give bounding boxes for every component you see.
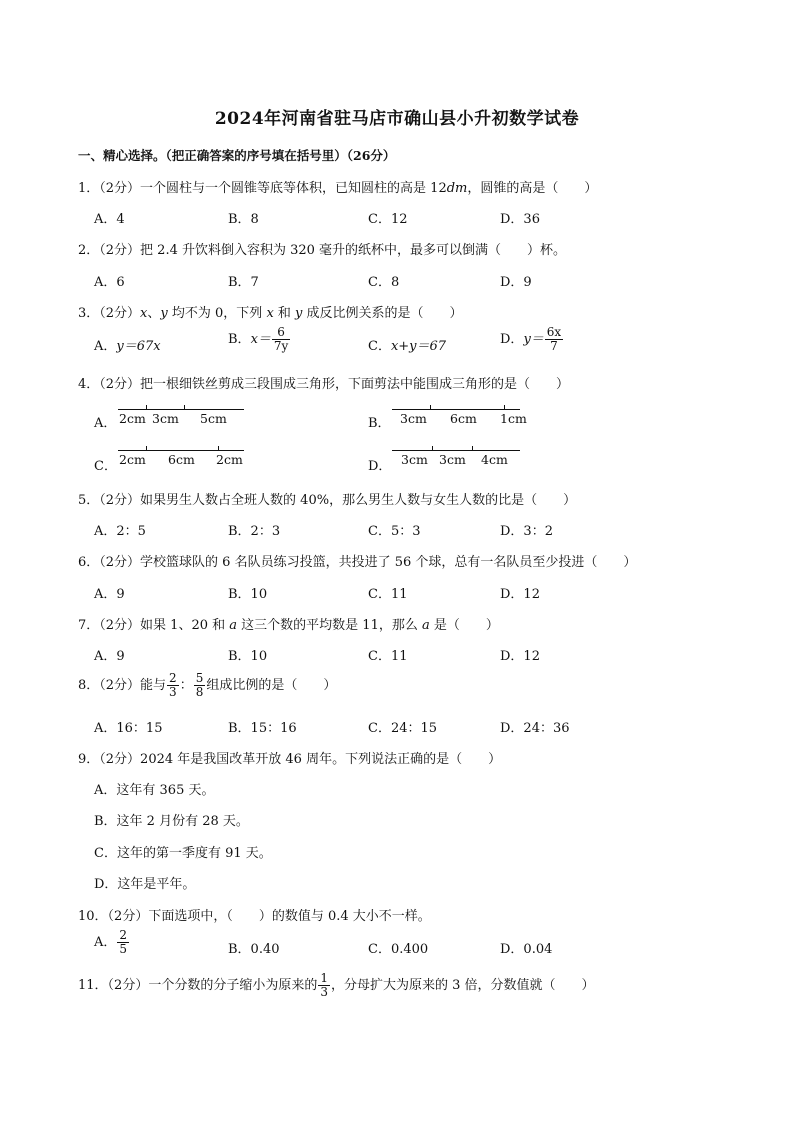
option-a: A．6 bbox=[94, 275, 125, 290]
option-expression: x+y＝67 bbox=[390, 339, 447, 354]
variable-a: a bbox=[421, 618, 430, 633]
option-d: D．0.04 bbox=[500, 942, 553, 957]
segment-label: 3cm bbox=[439, 452, 466, 467]
denominator: 8 bbox=[195, 685, 204, 699]
numerator: 5 bbox=[195, 671, 204, 685]
denominator: 5 bbox=[119, 942, 128, 956]
question-text: 11．（2分）一个分数的分子缩小为原来的 bbox=[78, 978, 318, 993]
numerator: 1 bbox=[320, 971, 328, 985]
segment-label: 3cm bbox=[400, 411, 427, 426]
option-b: B．0.40 bbox=[228, 942, 280, 957]
option-c: C．11 bbox=[368, 587, 408, 602]
option-a: A．2：5 bbox=[94, 524, 146, 539]
question-6: 6．（2分）学校篮球队的 6 名队员练习投篮，共投进了 56 个球，总有一名队员至少投进（ ） bbox=[78, 555, 637, 570]
question-text: 这三个数的平均数是 11，那么 bbox=[237, 618, 422, 633]
question-7 bbox=[78, 614, 499, 633]
numerator: 2 bbox=[119, 928, 128, 942]
segment-label: 1cm bbox=[500, 411, 527, 426]
option-expression: x＝ bbox=[250, 332, 271, 347]
option-label: C． bbox=[368, 339, 391, 354]
question-1 bbox=[78, 177, 597, 196]
unit: dm bbox=[446, 181, 468, 196]
question-text: 组成比例的是（ ） bbox=[206, 678, 337, 693]
question-text: 8．（2分）能与 bbox=[78, 678, 167, 693]
page-title: 2024年河南省驻马店市确山县小升初数学试卷 bbox=[214, 109, 580, 129]
option-d bbox=[500, 326, 564, 353]
option-c: C．12 bbox=[368, 212, 408, 227]
question-2: 2．（2分）把 2.4 升饮料倒入容积为 320 毫升的纸杯中，最多可以倒满（ ）杯。 bbox=[78, 243, 567, 258]
option-d: D．9 bbox=[500, 275, 532, 290]
segment-label: 5cm bbox=[200, 411, 227, 426]
option-c: C．24：15 bbox=[368, 721, 438, 736]
option-b: B．这年 2 月份有 28 天。 bbox=[94, 814, 249, 829]
denominator: 3 bbox=[169, 685, 177, 699]
option-label: A． bbox=[94, 339, 117, 354]
option-b bbox=[228, 326, 291, 353]
option-b: B．7 bbox=[228, 275, 259, 290]
option-d: D． bbox=[368, 459, 392, 474]
question-10: 10．（2分）下面选项中，（ ）的数值与 0.4 大小不一样。 bbox=[78, 909, 431, 924]
variable-y: y bbox=[160, 306, 168, 321]
option-c: C．11 bbox=[368, 649, 408, 664]
question-text: 均不为 0，下列 bbox=[167, 306, 267, 321]
denominator: 7y bbox=[273, 339, 289, 353]
variable-x: x bbox=[266, 306, 274, 321]
option-a bbox=[94, 335, 161, 354]
option-a: A．这年有 365 天。 bbox=[94, 783, 215, 798]
option-label: A． bbox=[94, 935, 117, 950]
fraction bbox=[318, 972, 330, 999]
question-text-tail: ，圆锥的高是（ ） bbox=[467, 181, 598, 196]
question-text: 3．（2分） bbox=[78, 306, 141, 321]
separator: 、 bbox=[147, 306, 161, 321]
question-text: 1．（2分）一个圆柱与一个圆锥等底等体积，已知圆柱的高是 12 bbox=[78, 181, 447, 196]
option-c: C．这年的第一季度有 91 天。 bbox=[94, 846, 272, 861]
option-c: C．8 bbox=[368, 275, 400, 290]
question-8 bbox=[78, 672, 336, 699]
fraction bbox=[167, 672, 179, 699]
option-d: D．这年是平年。 bbox=[94, 877, 196, 892]
option-a: A．16：15 bbox=[94, 721, 163, 736]
variable-x: x bbox=[140, 306, 148, 321]
segment-label: 2cm bbox=[119, 452, 146, 467]
option-b: B．8 bbox=[228, 212, 259, 227]
option-expression: y＝ bbox=[523, 332, 544, 347]
option-c bbox=[368, 335, 446, 354]
fraction bbox=[117, 929, 129, 956]
question-text: 7．（2分）如果 1、20 和 bbox=[78, 618, 230, 633]
option-a: A．9 bbox=[94, 649, 125, 664]
option-b: B．10 bbox=[228, 587, 268, 602]
question-4: 4．（2分）把一根细铁丝剪成三段围成三角形，下面剪法中能围成三角形的是（ ） bbox=[78, 377, 570, 392]
ratio-colon: ： bbox=[179, 678, 193, 693]
option-d: D．24：36 bbox=[500, 721, 570, 736]
question-3 bbox=[78, 302, 463, 321]
numerator: 6 bbox=[272, 326, 290, 340]
option-a: A．9 bbox=[94, 587, 125, 602]
question-text: 是（ ） bbox=[429, 618, 499, 633]
option-label: B． bbox=[228, 332, 251, 347]
option-b: B．2：3 bbox=[228, 524, 281, 539]
option-c: C．5：3 bbox=[368, 524, 421, 539]
segment-label: 6cm bbox=[168, 452, 195, 467]
segment-label: 2cm bbox=[216, 452, 243, 467]
segment-label: 3cm bbox=[401, 452, 428, 467]
option-b: B．10 bbox=[228, 649, 268, 664]
option-d: D．36 bbox=[500, 212, 540, 227]
fraction bbox=[545, 326, 563, 353]
option-c: C．0.400 bbox=[368, 942, 429, 957]
question-11 bbox=[78, 972, 595, 999]
question-text: 和 bbox=[273, 306, 296, 321]
fraction bbox=[272, 326, 290, 353]
segment-label: 3cm bbox=[152, 411, 179, 426]
option-b: B． bbox=[368, 416, 391, 431]
question-text: 成反比例关系的是（ ） bbox=[302, 306, 463, 321]
option-b: B．15：16 bbox=[228, 721, 297, 736]
numerator: 6x bbox=[546, 325, 562, 339]
option-expression: y＝67x bbox=[116, 339, 161, 354]
question-text: ，分母扩大为原来的 3 倍，分数值就（ ） bbox=[330, 978, 595, 993]
question-5: 5．（2分）如果男生人数占全班人数的 40%，那么男生人数与女生人数的比是（ ） bbox=[78, 493, 577, 508]
section-heading: 一、精心选择。（把正确答案的序号填在括号里）（26分） bbox=[78, 148, 396, 163]
option-label: D． bbox=[500, 332, 524, 347]
option-a: A． bbox=[94, 416, 117, 431]
option-a: A．4 bbox=[94, 212, 125, 227]
fraction bbox=[194, 672, 206, 699]
option-d: D．12 bbox=[500, 587, 540, 602]
segment-label: 4cm bbox=[481, 452, 508, 467]
variable-y: y bbox=[295, 306, 303, 321]
option-d: D．3：2 bbox=[500, 524, 553, 539]
variable-a: a bbox=[229, 618, 238, 633]
segment-label: 2cm bbox=[119, 411, 146, 426]
segment-label: 6cm bbox=[450, 411, 477, 426]
option-c: C． bbox=[94, 459, 117, 474]
denominator: 3 bbox=[320, 985, 328, 999]
question-9: 9．（2分）2024 年是我国改革开放 46 周年。下列说法正确的是（ ） bbox=[78, 752, 502, 767]
numerator: 2 bbox=[169, 671, 177, 685]
option-a bbox=[94, 929, 130, 956]
option-d: D．12 bbox=[500, 649, 540, 664]
denominator: 7 bbox=[550, 339, 558, 353]
